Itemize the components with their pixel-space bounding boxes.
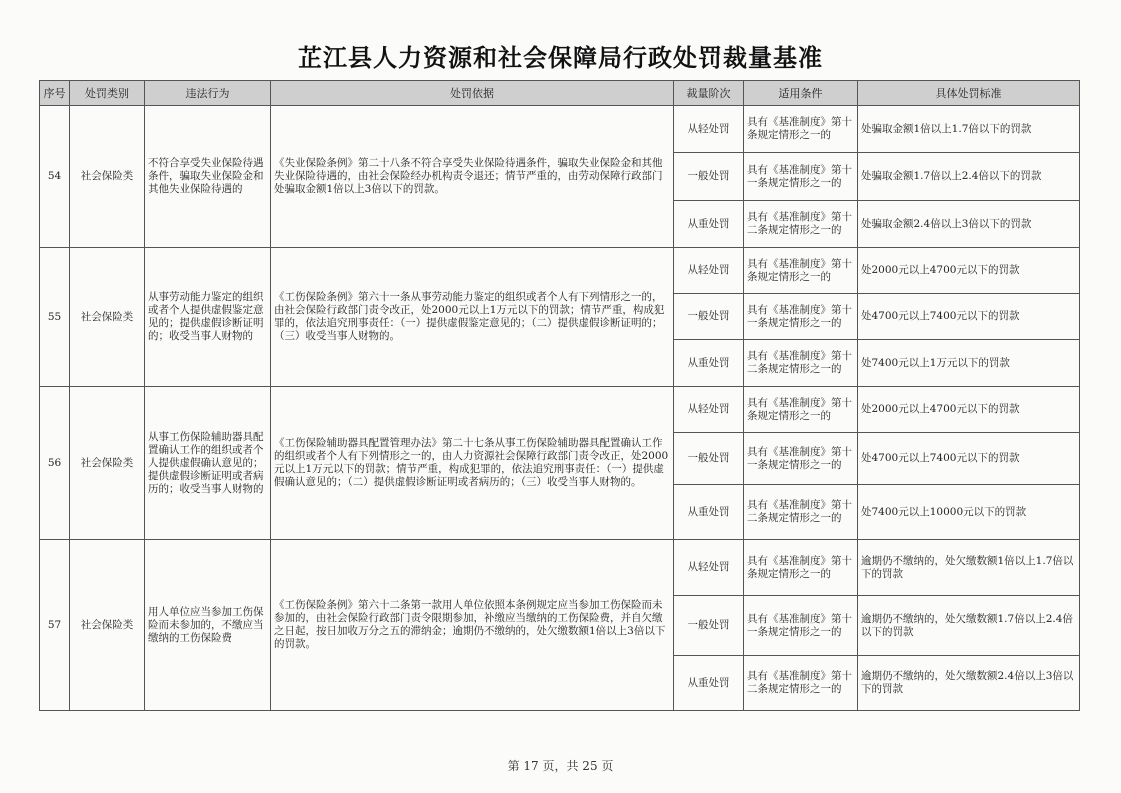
row-condition: 具有《基准制度》第十条规定情形之一的	[744, 248, 858, 294]
row-standard: 处骗取金额2.4倍以上3倍以下的罚款	[858, 201, 1080, 248]
row-number: 57	[40, 540, 70, 711]
row-condition: 具有《基准制度》第十条规定情形之一的	[744, 540, 858, 596]
row-category: 社会保险类	[70, 540, 145, 711]
row-category: 社会保险类	[70, 387, 145, 540]
row-category: 社会保险类	[70, 248, 145, 387]
row-standard: 逾期仍不缴纳的，处欠缴数额1倍以上1.7倍以下的罚款	[858, 540, 1080, 596]
row-number: 55	[40, 248, 70, 387]
row-violation: 用人单位应当参加工伤保险而未参加的，不缴应当缴纳的工伤保险费	[145, 540, 271, 711]
row-basis: 《工伤保险条例》第六十二条第一款用人单位依照本条例规定应当参加工伤保险而未参加的，由社会保险行政部门责令限期参加，补缴应当缴纳的工伤保险费，并自欠缴之日起，按日加收万分之五的滞纳金；逾期仍不缴纳的，处欠缴数额1倍以上3倍以下的罚款。	[271, 540, 674, 711]
table-row	[40, 106, 1080, 153]
row-condition: 具有《基准制度》第十一条规定情形之一的	[744, 153, 858, 201]
row-standard: 处4700元以上7400元以下的罚款	[858, 294, 1080, 340]
row-basis: 《工伤保险辅助器具配置管理办法》第二十七条从事工伤保险辅助器具配置确认工作的组织或者个人有下列情形之一的，由人力资源社会保障行政部门责令改正，处2000元以上1万元以下的罚款；情节严重，构成犯罪的，依法追究刑事责任：（一）提供虚假确认意见的；（二）提供虚假诊断证明或者病历的；（三）收受当事人财物的。	[271, 387, 674, 540]
row-category: 社会保险类	[70, 106, 145, 248]
row-standard: 逾期仍不缴纳的，处欠缴数额2.4倍以上3倍以下的罚款	[858, 656, 1080, 711]
header-condition: 适用条件	[744, 81, 858, 106]
page-number: 第 17 页，共 25 页	[507, 759, 614, 773]
row-level: 一般处罚	[674, 153, 744, 201]
row-number: 56	[40, 387, 70, 540]
header-violation: 违法行为	[145, 81, 271, 106]
row-level: 一般处罚	[674, 596, 744, 656]
row-standard: 处2000元以上4700元以下的罚款	[858, 387, 1080, 433]
row-standard: 处7400元以上1万元以下的罚款	[858, 340, 1080, 387]
row-standard: 处2000元以上4700元以下的罚款	[858, 248, 1080, 294]
page-title: 芷江县人力资源和社会保障局行政处罚裁量基准	[298, 43, 823, 72]
row-condition: 具有《基准制度》第十一条规定情形之一的	[744, 433, 858, 485]
row-level: 从重处罚	[674, 201, 744, 248]
row-basis: 《失业保险条例》第二十八条不符合享受失业保险待遇条件，骗取失业保险金和其他失业保险待遇的，由社会保险经办机构责令退还；情节严重的，由劳动保障行政部门处骗取金额1倍以上3倍以下的罚款。	[271, 106, 674, 248]
row-standard: 处骗取金额1.7倍以上2.4倍以下的罚款	[858, 153, 1080, 201]
row-basis: 《工伤保险条例》第六十一条从事劳动能力鉴定的组织或者个人有下列情形之一的，由社会保险行政部门责令改正，处2000元以上1万元以下的罚款；情节严重，构成犯罪的，依法追究刑事责任：（一）提供虚假鉴定意见的；（二）提供虚假诊断证明的；（三）收受当事人财物的。	[271, 248, 674, 387]
row-condition: 具有《基准制度》第十二条规定情形之一的	[744, 485, 858, 540]
row-level: 从重处罚	[674, 656, 744, 711]
row-number: 54	[40, 106, 70, 248]
header-category: 处罚类别	[70, 81, 145, 106]
row-level: 从轻处罚	[674, 387, 744, 433]
row-violation: 不符合享受失业保险待遇条件，骗取失业保险金和其他失业保险待遇的	[145, 106, 271, 248]
penalty-table	[39, 80, 1080, 711]
row-condition: 具有《基准制度》第十条规定情形之一的	[744, 106, 858, 153]
row-level: 从轻处罚	[674, 248, 744, 294]
table-row	[40, 387, 1080, 433]
header-standard: 具体处罚标准	[858, 81, 1080, 106]
row-standard: 处骗取金额1倍以上1.7倍以下的罚款	[858, 106, 1080, 153]
row-level: 从重处罚	[674, 340, 744, 387]
row-condition: 具有《基准制度》第十二条规定情形之一的	[744, 656, 858, 711]
row-condition: 具有《基准制度》第十二条规定情形之一的	[744, 201, 858, 248]
row-standard: 逾期仍不缴纳的，处欠缴数额1.7倍以上2.4倍以下的罚款	[858, 596, 1080, 656]
header-basis: 处罚依据	[271, 81, 674, 106]
row-standard: 处4700元以上7400元以下的罚款	[858, 433, 1080, 485]
row-level: 一般处罚	[674, 294, 744, 340]
row-condition: 具有《基准制度》第十一条规定情形之一的	[744, 596, 858, 656]
row-violation: 从事工伤保险辅助器具配置确认工作的组织或者个人提供虚假确认意见的；提供虚假诊断证明或者病历的；收受当事人财物的	[145, 387, 271, 540]
row-condition: 具有《基准制度》第十条规定情形之一的	[744, 387, 858, 433]
row-level: 从轻处罚	[674, 540, 744, 596]
table-row	[40, 540, 1080, 596]
table-row	[40, 248, 1080, 294]
row-level: 从轻处罚	[674, 106, 744, 153]
header-no: 序号	[40, 81, 70, 106]
row-level: 一般处罚	[674, 433, 744, 485]
row-condition: 具有《基准制度》第十二条规定情形之一的	[744, 340, 858, 387]
row-level: 从重处罚	[674, 485, 744, 540]
header-row	[40, 81, 1080, 106]
header-level: 裁量阶次	[674, 81, 744, 106]
row-standard: 处7400元以上10000元以下的罚款	[858, 485, 1080, 540]
row-violation: 从事劳动能力鉴定的组织或者个人提供虚假鉴定意见的；提供虚假诊断证明的；收受当事人财物的	[145, 248, 271, 387]
row-condition: 具有《基准制度》第十一条规定情形之一的	[744, 294, 858, 340]
